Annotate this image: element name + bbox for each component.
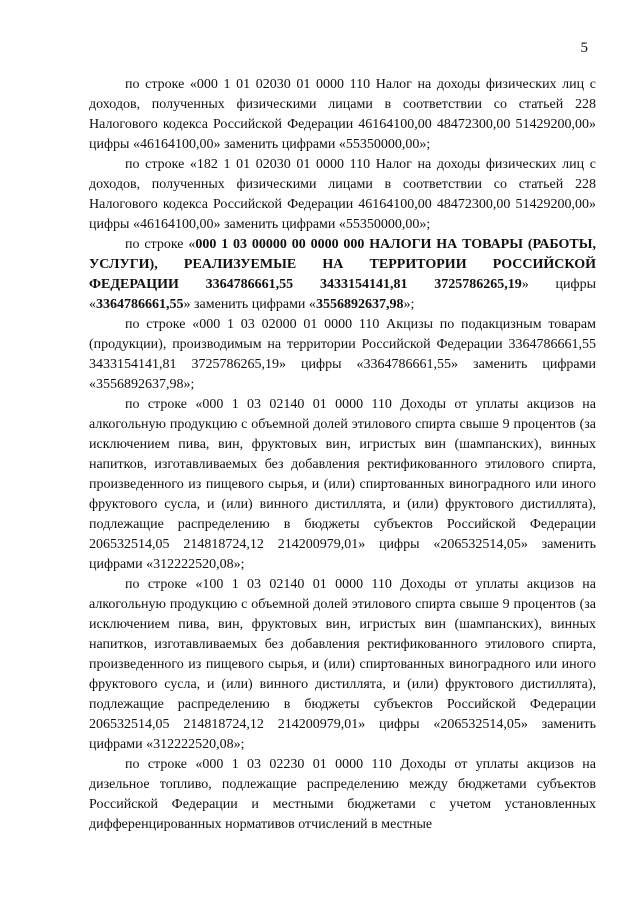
page-number: 5	[580, 40, 588, 56]
paragraph	[89, 75, 596, 155]
text-run: по строке «000 1 03 02230 01 0000 110 Доходы от уплаты акцизов на дизельное топливо, подлежащие распределению между бюджетами субъектов Российской Федерации и местными бюджетами с учетом установленных дифференцированных нормативов отчислений в местные	[89, 757, 596, 832]
paragraph	[89, 235, 596, 315]
text-run: по строке «000 1 03 02000 01 0000 110 Акцизы по подакцизным товарам (продукции), производимым на территории Российской Федерации 3364786661,55 3433154141,81 3725786265,19» цифры «3364786661,55» заменить цифрами «3556892637,98»;	[89, 317, 596, 392]
paragraph	[89, 575, 596, 755]
text-run: » цифры «	[89, 277, 597, 312]
bold-text-run: 000 1 03 00000 00 0000 000 НАЛОГИ НА ТОВАРЫ (РАБОТЫ, УСЛУГИ), РЕАЛИЗУЕМЫЕ НА ТЕРРИТОРИИ РОССИЙСКОЙ ФЕДЕРАЦИИ 3364786661,55 3433154141,81 3725786265,19	[89, 237, 596, 292]
text-run: по строке «000 1 01 02030 01 0000 110 Налог на доходы физических лиц с доходов, полученных физическими лицами в соответствии со статьей 228 Налогового кодекса Российской Федерации 46164100,00 48472300,00 51429200,00» цифры «46164100,00» заменить цифрами «55350000,00»;	[89, 77, 596, 152]
text-run: по строке «	[125, 237, 196, 252]
paragraph	[89, 755, 596, 835]
paragraph	[89, 155, 596, 235]
text-run: по строке «182 1 01 02030 01 0000 110 Налог на доходы физических лиц с доходов, полученных физическими лицами в соответствии со статьей 228 Налогового кодекса Российской Федерации 46164100,00 48472300,00 51429200,00» цифры «46164100,00» заменить цифрами «55350000,00»;	[89, 157, 596, 232]
document-body	[89, 75, 596, 835]
text-run: » заменить цифрами «	[183, 297, 316, 312]
paragraph	[89, 395, 596, 575]
paragraph	[89, 315, 596, 395]
text-run: »;	[403, 297, 415, 312]
text-run: по строке «100 1 03 02140 01 0000 110 Доходы от уплаты акцизов на алкогольную продукцию с объемной долей этилового спирта свыше 9 процентов (за исключением пива, вин, фруктовых вин, игристых вин (шампанских), винных напитков, изготавливаемых без добавления ректификованного этилового спирта, произведенного из пищевого сырья, и (или) спиртованных виноградного или иного фруктового сусла, и (или) винного дистиллята, и (или) фруктового дистиллята), подлежащие распределению в бюджеты субъектов Российской Федерации 206532514,05 214818724,12 214200979,01» цифры «206532514,05» заменить цифрами «312222520,08»;	[89, 577, 596, 752]
text-run: по строке «000 1 03 02140 01 0000 110 Доходы от уплаты акцизов на алкогольную продукцию с объемной долей этилового спирта свыше 9 процентов (за исключением пива, вин, фруктовых вин, игристых вин (шампанских), винных напитков, изготавливаемых без добавления ректификованного этилового спирта, произведенного из пищевого сырья, и (или) спиртованных виноградного или иного фруктового сусла, и (или) винного дистиллята, и (или) фруктового дистиллята), подлежащие распределению в бюджеты субъектов Российской Федерации 206532514,05 214818724,12 214200979,01» цифры «206532514,05» заменить цифрами «312222520,08»;	[89, 397, 596, 572]
bold-text-run: 3364786661,55	[96, 297, 184, 312]
bold-text-run: 3556892637,98	[315, 297, 404, 312]
